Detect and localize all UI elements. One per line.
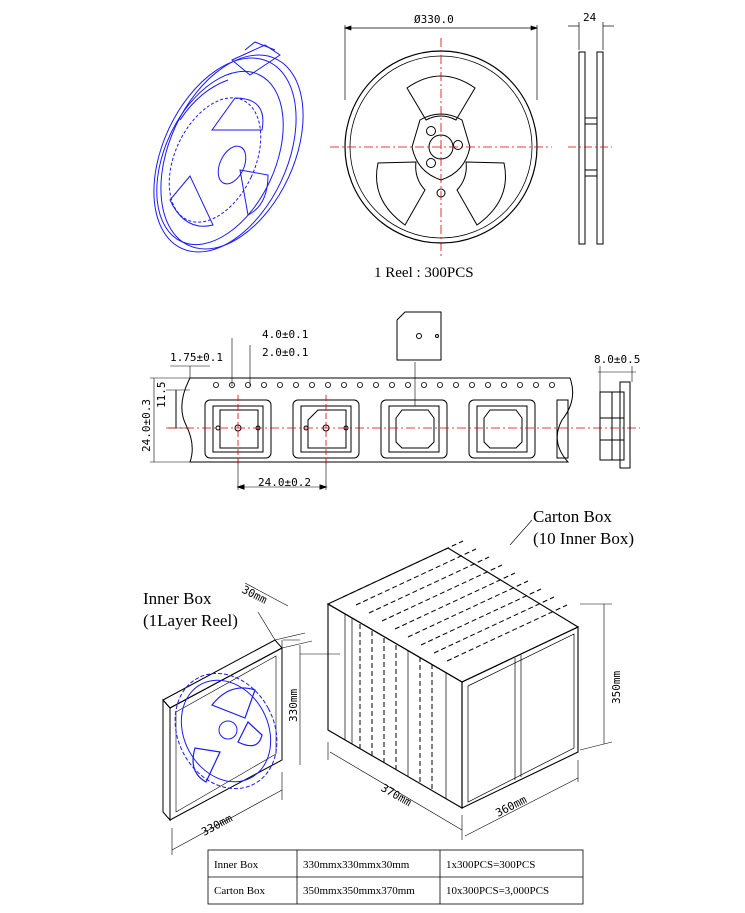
- inner-width-label: 330mm: [199, 811, 235, 839]
- center-line-label: 11.5: [155, 381, 168, 408]
- table-row-1-name: Inner Box: [214, 859, 259, 871]
- carton-label-line2: (10 Inner Box): [533, 529, 635, 548]
- tape-width-label: 24.0±0.3: [140, 399, 153, 452]
- reel-caption: 1 Reel : 300PCS: [374, 265, 474, 281]
- carton-height-label: 350mm: [610, 670, 623, 704]
- carton-inner-boxes: [343, 541, 567, 790]
- table-row-2-name: Carton Box: [214, 885, 266, 897]
- table-row-2-size: 350mmx350mmx370mm: [303, 885, 415, 897]
- pocket-pitch-label: 24.0±0.2: [258, 476, 311, 489]
- inner-height-label: 330mm: [287, 688, 300, 722]
- inner-depth-label: 30mm: [239, 583, 270, 607]
- table-row-1-size: 330mmx330mmx30mm: [303, 859, 410, 871]
- table-row-1-qty: 1x300PCS=300PCS: [446, 859, 536, 871]
- carton-length-label: 370mm: [378, 781, 414, 810]
- sprocket-holes: [213, 382, 554, 387]
- carton-label-line1: Carton Box: [533, 507, 612, 526]
- reel-isometric-sketch: [125, 32, 331, 274]
- inner-label-line1: Inner Box: [143, 589, 212, 608]
- sprocket-pitch-label: 4.0±0.1: [262, 328, 309, 341]
- table-row-2-qty: 10x300PCS=3,000PCS: [446, 885, 550, 897]
- reel-front-view: [330, 38, 552, 256]
- component-detail: [397, 312, 441, 406]
- reel-width-label: 24: [583, 11, 597, 24]
- hole-to-pocket-label: 2.0±0.1: [262, 346, 309, 359]
- carton-width-label: 360mm: [493, 793, 529, 820]
- inner-label-line2: (1Layer Reel): [143, 611, 238, 630]
- reel-thickness-label: 8.0±0.5: [594, 353, 641, 366]
- tape-end-view: [598, 366, 636, 468]
- reel-side-view: [568, 22, 614, 244]
- carton-dimensions: [300, 520, 612, 840]
- tape-pockets: [205, 400, 568, 458]
- hole-edge-label: 1.75±0.1: [170, 351, 223, 364]
- diameter-label: Ø330.0: [414, 13, 454, 26]
